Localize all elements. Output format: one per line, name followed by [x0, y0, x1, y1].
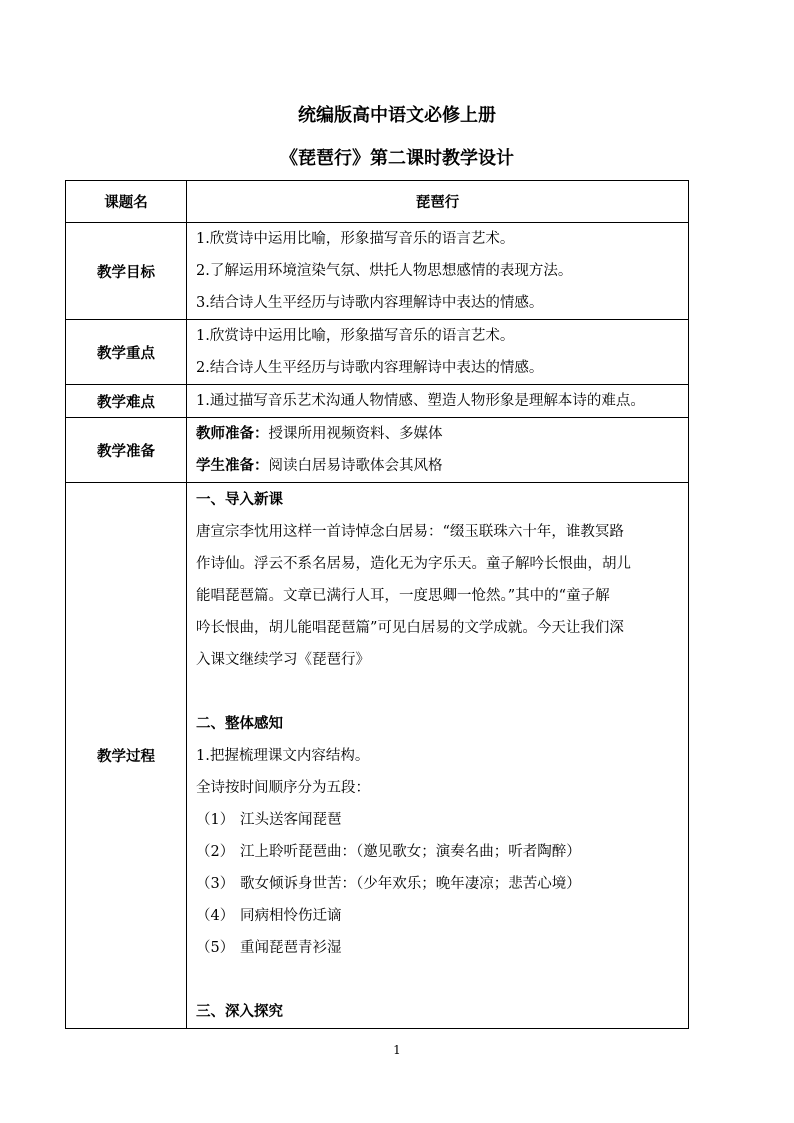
intro-line: 吟长恨曲，胡儿能唱琵琶篇”可见白居易的文学成就。今天让我们深	[196, 620, 624, 636]
overview-line: 全诗按时间顺序分为五段：	[196, 780, 370, 796]
focus-item: 1.欣赏诗中运用比喻，形象描写音乐的语言艺术。	[196, 328, 515, 344]
label-prep: 教学准备	[66, 418, 187, 483]
intro-line: 能唱琵琶篇。文章已满行人耳，一度思卿一怆然。”其中的“童子解	[196, 588, 610, 604]
structure-item: （1） 江头送客闻琵琶	[196, 812, 342, 828]
structure-item: （3） 歌女倾诉身世苦：（少年欢乐；晚年凄凉；悲苦心境）	[196, 876, 581, 892]
topic-value: 琵琶行	[187, 181, 689, 223]
section-heading: 三、深入探究	[196, 1004, 283, 1020]
teacher-prep-text: 授课所用视频资料、多媒体	[268, 426, 443, 442]
row-prep	[66, 418, 689, 483]
intro-line: 作诗仙。浮云不系名居易，造化无为字乐天。童子解吟长恨曲，胡儿	[196, 556, 631, 572]
student-prep-label: 学生准备：	[196, 458, 269, 474]
intro-line: 入课文继续学习《琵琶行》	[196, 652, 370, 668]
page-number: 1	[393, 1043, 401, 1057]
section-heading: 一、导入新课	[196, 492, 283, 508]
structure-item: （5） 重闻琵琶青衫湿	[196, 940, 342, 956]
label-difficulty: 教学难点	[66, 385, 187, 418]
label-process: 教学过程	[66, 483, 187, 1029]
blank-line	[196, 964, 688, 996]
blank-line	[196, 676, 688, 708]
row-goals	[66, 223, 689, 320]
teacher-prep	[196, 418, 688, 450]
label-focus: 教学重点	[66, 320, 187, 385]
focus-item: 2.结合诗人生平经历与诗歌内容理解诗中表达的情感。	[196, 360, 544, 376]
intro-line: 唐宣宗李忱用这样一首诗悼念白居易：“缀玉联珠六十年，谁教冥路	[196, 524, 624, 540]
row-topic	[66, 181, 689, 223]
goal-item: 3.结合诗人生平经历与诗歌内容理解诗中表达的情感。	[196, 295, 544, 311]
row-difficulty	[66, 385, 689, 418]
teacher-prep-label: 教师准备：	[196, 426, 269, 442]
lesson-plan-table	[65, 180, 689, 1029]
student-prep	[196, 450, 688, 482]
difficulty-item: 1.通过描写音乐艺术沟通人物情感、塑造人物形象是理解本诗的难点。	[196, 393, 645, 409]
structure-item: （2） 江上聆听琵琶曲：（邀见歌女；演奏名曲；听者陶醉）	[196, 844, 581, 860]
document-title: 统编版高中语文必修上册	[298, 105, 496, 126]
goal-item: 2.了解运用环境渲染气氛、烘托人物思想感情的表现方法。	[196, 263, 573, 279]
row-process	[66, 483, 689, 1029]
label-goals: 教学目标	[66, 223, 187, 320]
structure-item: （4） 同病相怜伤迁谪	[196, 908, 342, 924]
document-subtitle: 《琵琶行》第二课时教学设计	[280, 148, 514, 169]
label-topic: 课题名	[66, 181, 187, 223]
row-focus	[66, 320, 689, 385]
section-heading: 二、整体感知	[196, 716, 283, 732]
student-prep-text: 阅读白居易诗歌体会其风格	[268, 458, 443, 474]
goal-item: 1.欣赏诗中运用比喻，形象描写音乐的语言艺术。	[196, 231, 515, 247]
overview-line: 1.把握梳理课文内容结构。	[196, 748, 370, 764]
